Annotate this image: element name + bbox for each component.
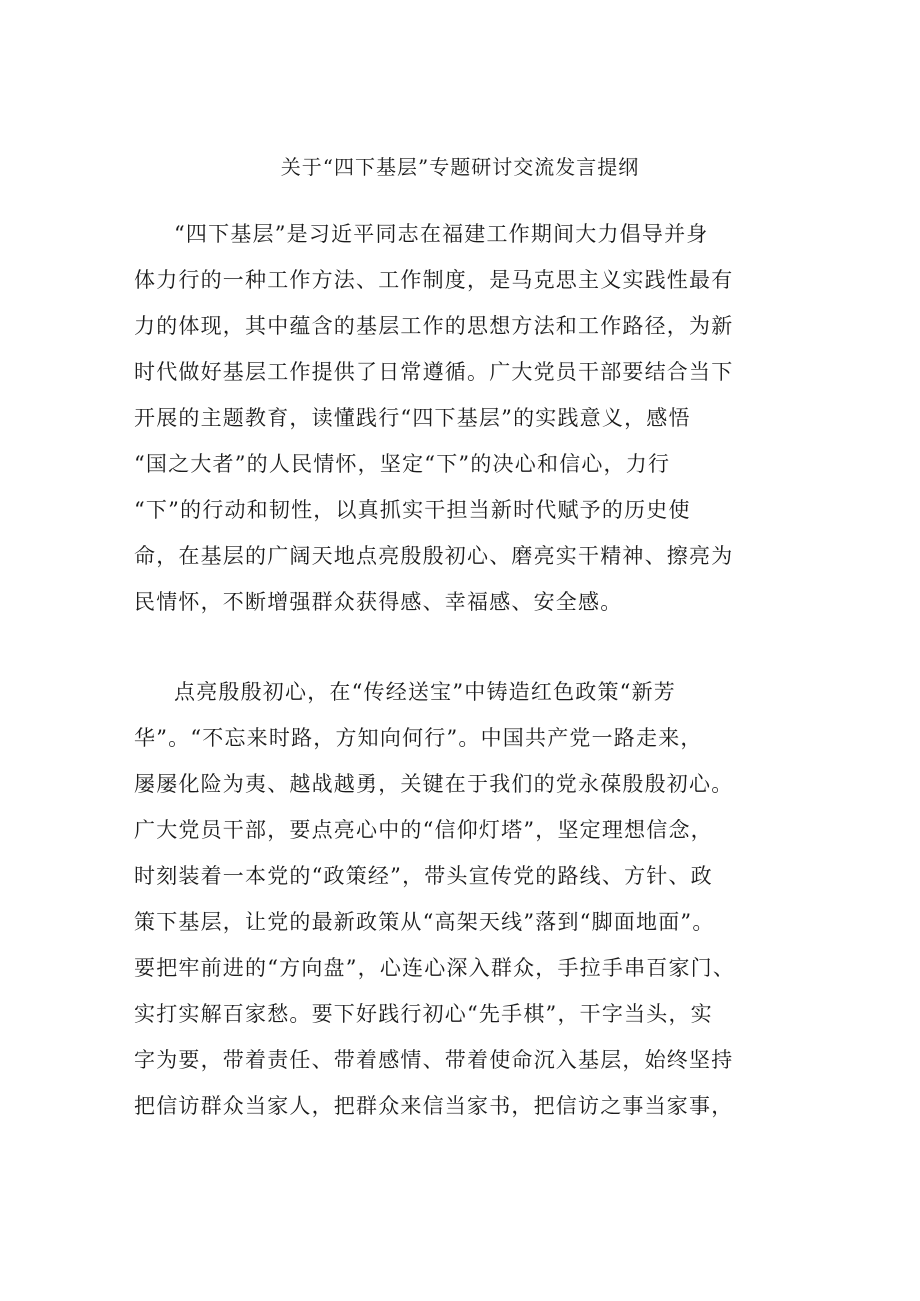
- paragraph-line: 策下基层，让党的最新政策从“高架天线”落到“脚面地面”。: [134, 910, 715, 934]
- paragraph-line: 时刻装着一本党的“政策经”，带头宣传党的路线、方针、政: [134, 864, 713, 888]
- paragraph-line: 民情怀，不断增强群众获得感、幸福感、安全感。: [134, 590, 623, 614]
- paragraph-line: 华”。“不忘来时路，方知向何行”。中国共产党一路走来，: [134, 726, 703, 750]
- paragraph-line: 广大党员干部，要点亮心中的“信仰灯塔”，坚定理想信念，: [134, 818, 713, 842]
- document-title: 关于“四下基层”专题研讨交流发言提纲: [280, 155, 640, 179]
- paragraph-line: “四下基层”是习近平同志在福建工作期间大力倡导并身: [174, 222, 709, 246]
- paragraph-line: 实打实解百家愁。要下好践行初心“先手棋”，干字当头，实: [134, 1002, 713, 1026]
- paragraph-intro: [134, 211, 794, 625]
- paragraph-line: 开展的主题教育，读懂践行“四下基层”的实践意义，感悟: [134, 406, 691, 430]
- paragraph-line: “国之大者”的人民情怀，坚定“下”的决心和信心，力行: [134, 452, 671, 476]
- paragraph-section-1: [134, 669, 794, 1129]
- paragraph-line: 点亮殷殷初心，在“传经送宝”中铸造红色政策“新芳: [174, 680, 677, 704]
- paragraph-line: 字为要，带着责任、带着感情、带着使命沉入基层，始终坚持: [134, 1048, 734, 1072]
- paragraph-line: 屡屡化险为夷、越战越勇，关键在于我们的党永葆殷殷初心。: [134, 772, 734, 796]
- paragraph-line: 体力行的一种工作方法、工作制度，是马克思主义实践性最有: [134, 268, 734, 292]
- paragraph-line: 力的体现，其中蕴含的基层工作的思想方法和工作路径，为新: [134, 314, 734, 338]
- paragraph-line: 时代做好基层工作提供了日常遵循。广大党员干部要结合当下: [134, 360, 734, 384]
- paragraph-line: “下”的行动和韧性，以真抓实干担当新时代赋予的历史使: [134, 498, 691, 522]
- paragraph-line: 要把牢前进的“方向盘”，心连心深入群众，手拉手串百家门、: [134, 956, 736, 980]
- paragraph-line: 命，在基层的广阔天地点亮殷殷初心、磨亮实干精神、擦亮为: [134, 544, 734, 568]
- paragraph-line: 把信访群众当家人，把群众来信当家书，把信访之事当家事，: [134, 1094, 734, 1118]
